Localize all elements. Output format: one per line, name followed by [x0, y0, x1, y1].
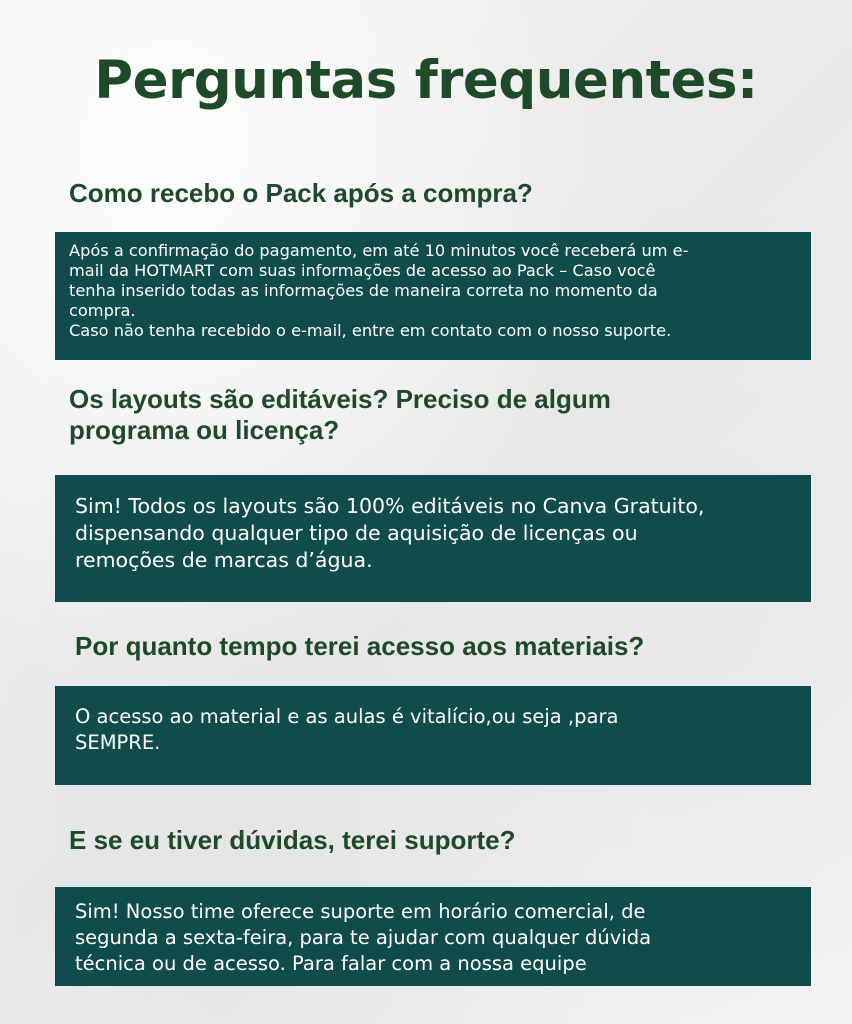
faq-answer-2-line: remoções de marcas d’água.	[75, 548, 373, 572]
faq-answer-3-line: O acesso ao material e as aulas é vitalício,ou seja ,para	[75, 705, 619, 728]
faq-answer-4-line: técnica ou de acesso. Para falar com a nossa equipe	[75, 952, 587, 975]
faq-question-4: E se eu tiver dúvidas, terei suporte?	[69, 825, 516, 855]
faq-answer-1	[69, 241, 797, 341]
page-title: Perguntas frequentes:	[94, 50, 758, 111]
faq-answer-1-box	[55, 232, 811, 360]
faq-question-3: Por quanto tempo terei acesso aos materiais?	[75, 631, 645, 661]
faq-answer-4-line: segunda a sexta-feira, para te ajudar com qualquer dúvida	[75, 926, 652, 949]
faq-question-1: Como recebo o Pack após a compra?	[69, 178, 533, 208]
faq-answer-2-box	[55, 475, 811, 602]
faq-answer-3	[75, 704, 791, 756]
faq-answer-3-line: SEMPRE.	[75, 731, 161, 754]
faq-question-2-line: Os layouts são editáveis? Preciso de algum	[69, 384, 611, 414]
faq-answer-3-box	[55, 686, 811, 785]
faq-answer-1-line: Após a confirmação do pagamento, em até 10 minutos você receberá um e-	[69, 241, 689, 260]
faq-question-2-line: programa ou licença?	[69, 415, 340, 445]
faq-answer-2-line: Sim! Todos os layouts são 100% editáveis no Canva Gratuito,	[75, 494, 705, 518]
faq-answer-2-line: dispensando qualquer tipo de aquisição de licenças ou	[75, 521, 638, 545]
faq-answer-4	[75, 899, 791, 977]
faq-answer-1-line: compra.	[69, 301, 136, 320]
faq-answer-1-line: tenha inserido todas as informações de maneira correta no momento da	[69, 281, 658, 300]
faq-answer-4-box	[55, 887, 811, 986]
faq-question-2	[69, 384, 769, 446]
faq-answer-4-line: Sim! Nosso time oferece suporte em horário comercial, de	[75, 900, 646, 923]
faq-answer-1-line: mail da HOTMART com suas informações de acesso ao Pack – Caso você	[69, 261, 656, 280]
faq-answer-1-line: Caso não tenha recebido o e-mail, entre em contato com o nosso suporte.	[69, 321, 672, 340]
faq-answer-2	[75, 493, 791, 574]
